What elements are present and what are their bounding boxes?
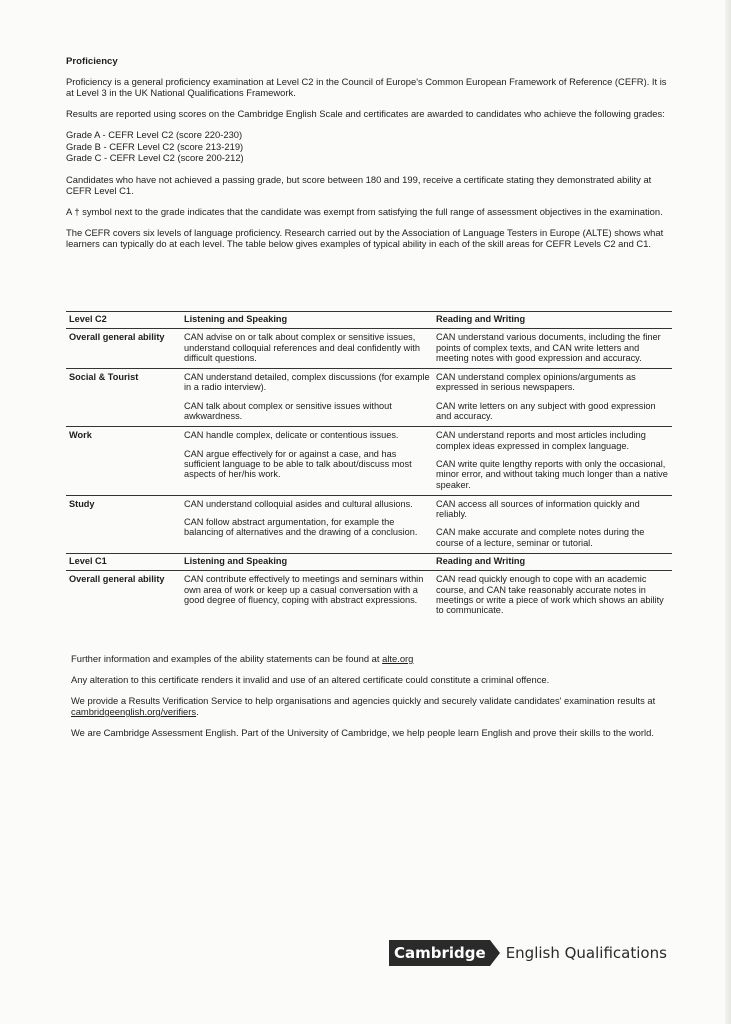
verifiers-link[interactable]: cambridgeenglish.org/verifiers [71,706,197,717]
ability-table [66,311,672,616]
statement: CAN argue effectively for or against a case, and has sufficient language to be able to talk about/discuss most aspects of her/his work. [184,448,412,480]
statement: CAN contribute effectively to meetings and seminars within own area of work or keep up a casual conversation with a good degree of fluency, coping with abstract expressions. [184,574,424,605]
table-row [66,571,672,616]
reading-cell [436,369,672,427]
page-title: Proficiency [66,56,118,67]
cambridge-logo [389,940,667,966]
statement: CAN understand reports and most articles including complex ideas expressed in complex language. [436,430,646,451]
verification-notice [71,695,671,717]
alteration-notice: Any alteration to this certificate renders it invalid and use of an altered certificate could constitute a criminal offence. [71,674,550,685]
footer-section [71,653,671,748]
listening-cell [184,427,436,495]
statement: CAN understand detailed, complex discussions (for example in a radio interview). [184,372,430,393]
further-info-text: Further information and examples of the ability statements can be found at [71,653,383,664]
statement: CAN access all sources of information quickly and reliably. [436,498,640,520]
grade-c: Grade C - CEFR Level C2 (score 200-212) [66,152,244,163]
verification-end: . [196,706,199,717]
row-label: Work [66,427,184,495]
grades-list [66,129,676,164]
header-reading: Reading and Writing [436,554,672,571]
grade-b: Grade B - CEFR Level C2 (score 213-219) [66,140,244,152]
reading-cell [436,427,672,495]
scan-edge [725,0,731,1024]
exempt-symbol-paragraph: A † symbol next to the grade indicates that the candidate was exempt from satisfying the full range of assessment objectives in the examination. [66,205,663,217]
statement: CAN talk about complex or sensitive issues without awkwardness. [184,400,392,422]
listening-cell [184,369,436,427]
header-level: Level C2 [66,312,184,329]
reading-cell [436,329,672,369]
intro-section [66,56,676,259]
row-label: Study [66,495,184,553]
table-header-c1 [66,554,672,571]
reading-cell [436,571,672,616]
statement: CAN understand various documents, including the finer points of complex texts, and CAN write letters and meeting notes with good expression and accuracy. [436,332,661,363]
table-header-c2 [66,312,672,329]
header-listening: Listening and Speaking [184,312,436,329]
statement: CAN write letters on any subject with good expression and accuracy. [436,400,656,422]
listening-cell [184,571,436,616]
row-label: Overall general ability [69,574,165,585]
statement: CAN write quite lengthy reports with only the occasional, minor error, and without taking much longer than a native speaker. [436,458,668,490]
statement: CAN understand colloquial asides and cultural allusions. [184,498,413,509]
logo-brand: Cambridge [389,940,490,966]
verification-text: We provide a Results Verification Service to help organisations and agencies quickly and securely validate candidates' examination results at [71,695,656,706]
logo-product: English Qualifications [505,944,667,962]
header-listening: Listening and Speaking [184,554,436,571]
header-reading: Reading and Writing [436,312,672,329]
c1-certificate-paragraph: Candidates who have not achieved a passing grade, but score between 180 and 199, receive a certificate stating they demonstrated ability at CEFR Level C1. [66,173,652,196]
statement: CAN read quickly enough to cope with an academic course, and CAN take reasonably accurate notes in meetings or write a piece of work which shows an ability to communicate. [436,574,664,616]
table-row [66,369,672,427]
statement: CAN advise on or talk about complex or sensitive issues, understand colloquial references and deal confidently with difficult questions. [184,332,420,363]
table-row [66,427,672,495]
statement: CAN understand complex opinions/arguments as expressed in serious newspapers. [436,372,636,393]
statement: CAN handle complex, delicate or contentious issues. [184,430,399,441]
logo-arrow-icon [490,940,500,966]
results-paragraph: Results are reported using scores on the Cambridge English Scale and certificates are awarded to candidates who achieve the following grades: [66,108,665,119]
table-row [66,329,672,369]
reading-cell [436,495,672,553]
listening-cell [184,329,436,369]
grade-a: Grade A - CEFR Level C2 (score 220-230) [66,129,243,140]
table-row [66,495,672,553]
row-label: Social & Tourist [66,369,184,427]
header-level: Level C1 [66,554,184,571]
cefr-paragraph: The CEFR covers six levels of language proficiency. Research carried out by the Association of Language Testers in Europe (ALTE) shows what learners can typically do at each level. The table below gives examples of typical ability in each of the skill areas for CEFR Levels C2 and C1. [66,226,664,249]
alte-link[interactable]: alte.org [382,653,414,664]
intro-paragraph: Proficiency is a general proficiency examination at Level C2 in the Council of Europe's Common European Framework of Reference (CEFR). It is at Level 3 in the UK National Qualifications Framework. [66,76,667,98]
statement: CAN make accurate and complete notes during the course of a lecture, seminar or tutorial. [436,527,645,548]
about-paragraph: We are Cambridge Assessment English. Part of the University of Cambridge, we help people learn English and prove their skills to the world. [71,727,654,738]
row-label: Overall general ability [66,329,184,369]
further-info [71,653,671,664]
statement: CAN follow abstract argumentation, for example the balancing of alternatives and the drawing of a conclusion. [184,517,418,538]
listening-cell [184,495,436,553]
